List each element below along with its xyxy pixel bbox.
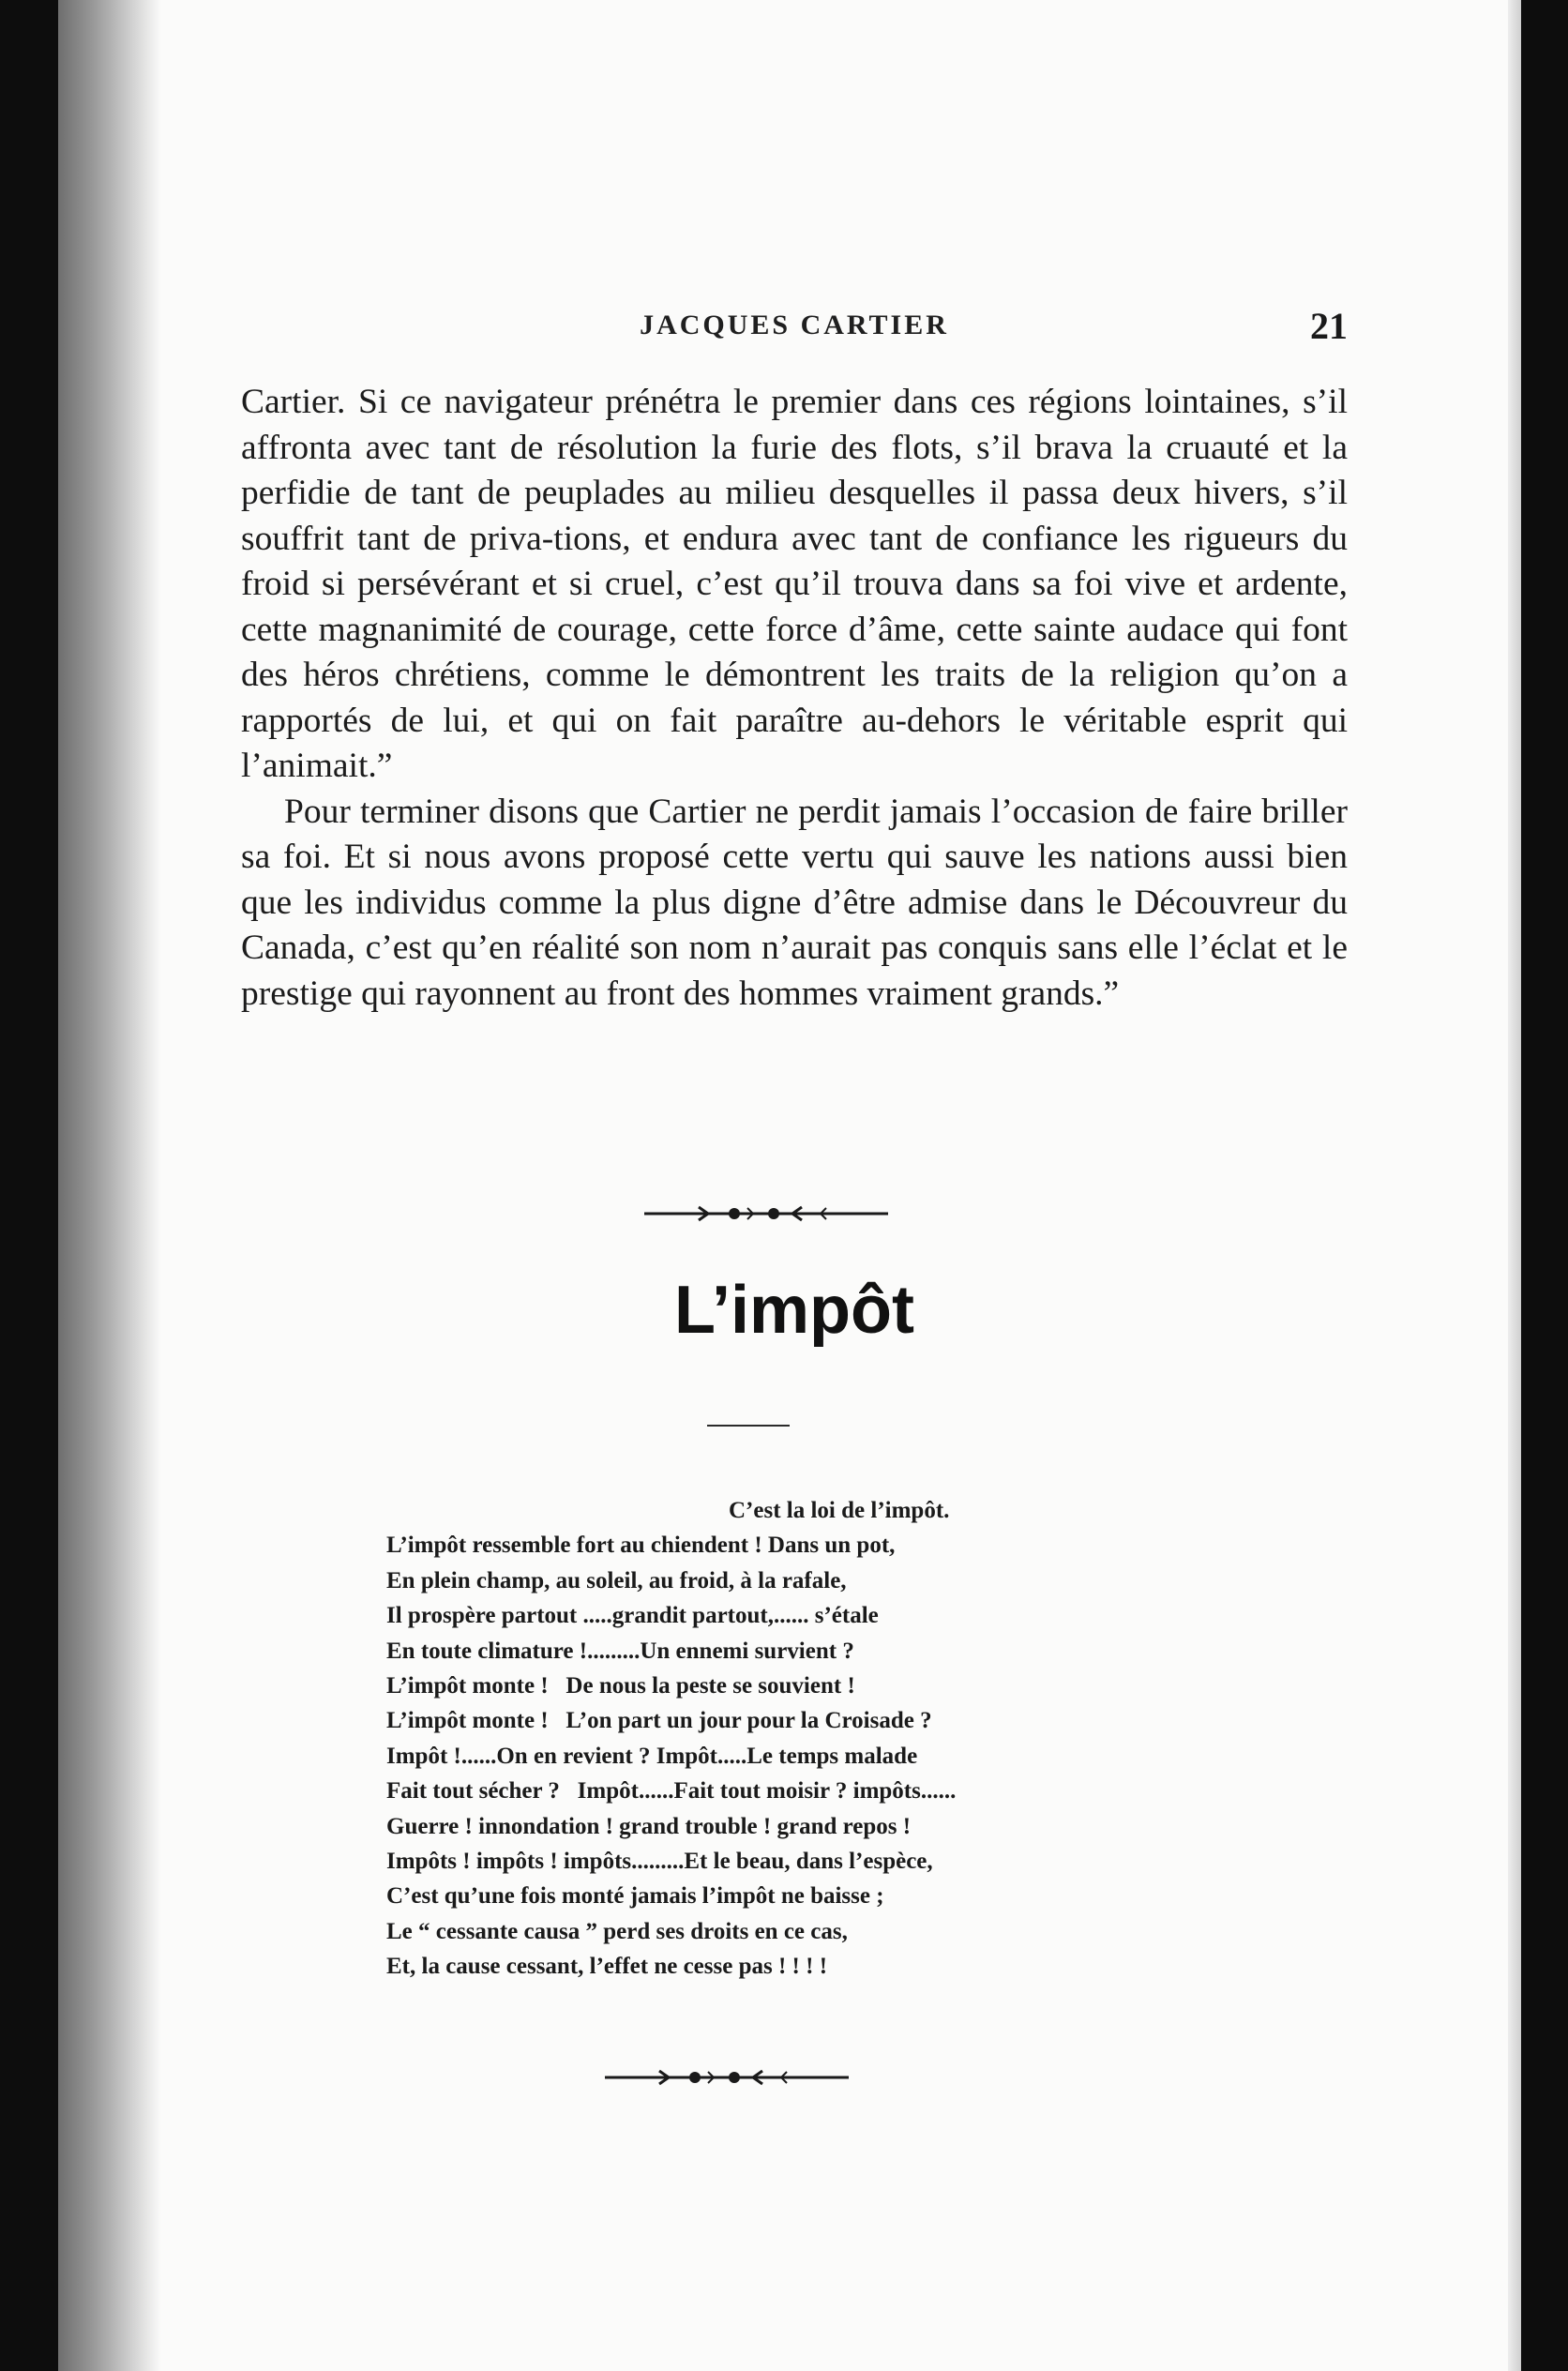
poem-line: L’impôt ressemble fort au chiendent ! Dans un pot, bbox=[386, 1533, 896, 1559]
poem-line: Guerre ! innondation ! grand trouble ! grand repos ! bbox=[386, 1813, 912, 1839]
poem-line: C’est qu’une fois monté jamais l’impôt ne baisse ; bbox=[386, 1883, 884, 1910]
poem-line: L’impôt monte ! L’on part un jour pour la Croisade ? bbox=[386, 1708, 932, 1734]
poem-line: Le “ cessante causa ” perd ses droits en ce cas, bbox=[386, 1918, 848, 1944]
poem-line: Impôt !......On en revient ? Impôt.....Le temps malade bbox=[386, 1743, 918, 1769]
running-header bbox=[241, 305, 1348, 356]
poem-line: C’est la loi de l’impôt. bbox=[729, 1498, 950, 1523]
section-title: L’impôt bbox=[674, 1273, 914, 1348]
paragraph: Cartier. Si ce navigateur prénétra le premier dans ces régions lointaines, s’il affronta avec tant de résolution la furie des flots, s’il brava la cruauté et la perfidie de tant de peuplades au milieu desquelles il passa deux hivers, s’il souffrit tant de priva-tions, et endura avec tant de confiance les rigueurs du froid si persévérant et si cruel, c’est qu’il trouva dans sa foi vive et ardente, cette magnanimité de courage, cette force d’âme, cette sainte audace qui font des héros chrétiens, comme le démontrent les traits de la religion qu’on a rapportés de lui, et qui on fait paraître au-dehors le véritable esprit qui l’animait.” bbox=[241, 383, 1348, 785]
poem-line: Impôts ! impôts ! impôts.........Et le beau, dans l’espèce, bbox=[386, 1849, 933, 1875]
poem-line: En plein champ, au soleil, au froid, à la rafale, bbox=[386, 1567, 847, 1593]
poem-line: En toute climature !.........Un ennemi survient ? bbox=[386, 1638, 854, 1664]
page-number: 21 bbox=[1310, 305, 1348, 347]
title-rule bbox=[707, 1425, 790, 1427]
paragraph: Pour terminer disons que Cartier ne perdit jamais l’occasion de faire briller sa foi. Et si nous avons proposé cette vertu qui sauve les nations aussi bien que les individus comme la plus digne d’être admise dans le Découvreur du Canada, c’est qu’en réalité son nom n’aurait pas conquis sans elle l’éclat et le prestige qui rayonnent au front des hommes vraiment grands.” bbox=[241, 792, 1348, 1013]
body-text bbox=[241, 380, 1348, 1017]
poem-line: Et, la cause cessant, l’effet ne cesse pas ! ! ! ! bbox=[386, 1954, 828, 1980]
ornament-divider-icon bbox=[644, 1202, 888, 1225]
page-edge bbox=[1508, 0, 1521, 2371]
running-title: JACQUES CARTIER bbox=[640, 310, 949, 340]
poem-line: Fait tout sécher ? Impôt......Fait tout moisir ? impôts...... bbox=[386, 1778, 957, 1805]
binding-gutter-shadow bbox=[58, 0, 161, 2371]
poem-line: Il prospère partout .....grandit partout,...... s’étale bbox=[386, 1603, 879, 1629]
book-page bbox=[58, 0, 1521, 2371]
ornament-divider-icon bbox=[605, 2066, 849, 2089]
poem-line: L’impôt monte ! De nous la peste se souvient ! bbox=[386, 1673, 855, 1699]
poem bbox=[386, 1493, 1230, 1985]
